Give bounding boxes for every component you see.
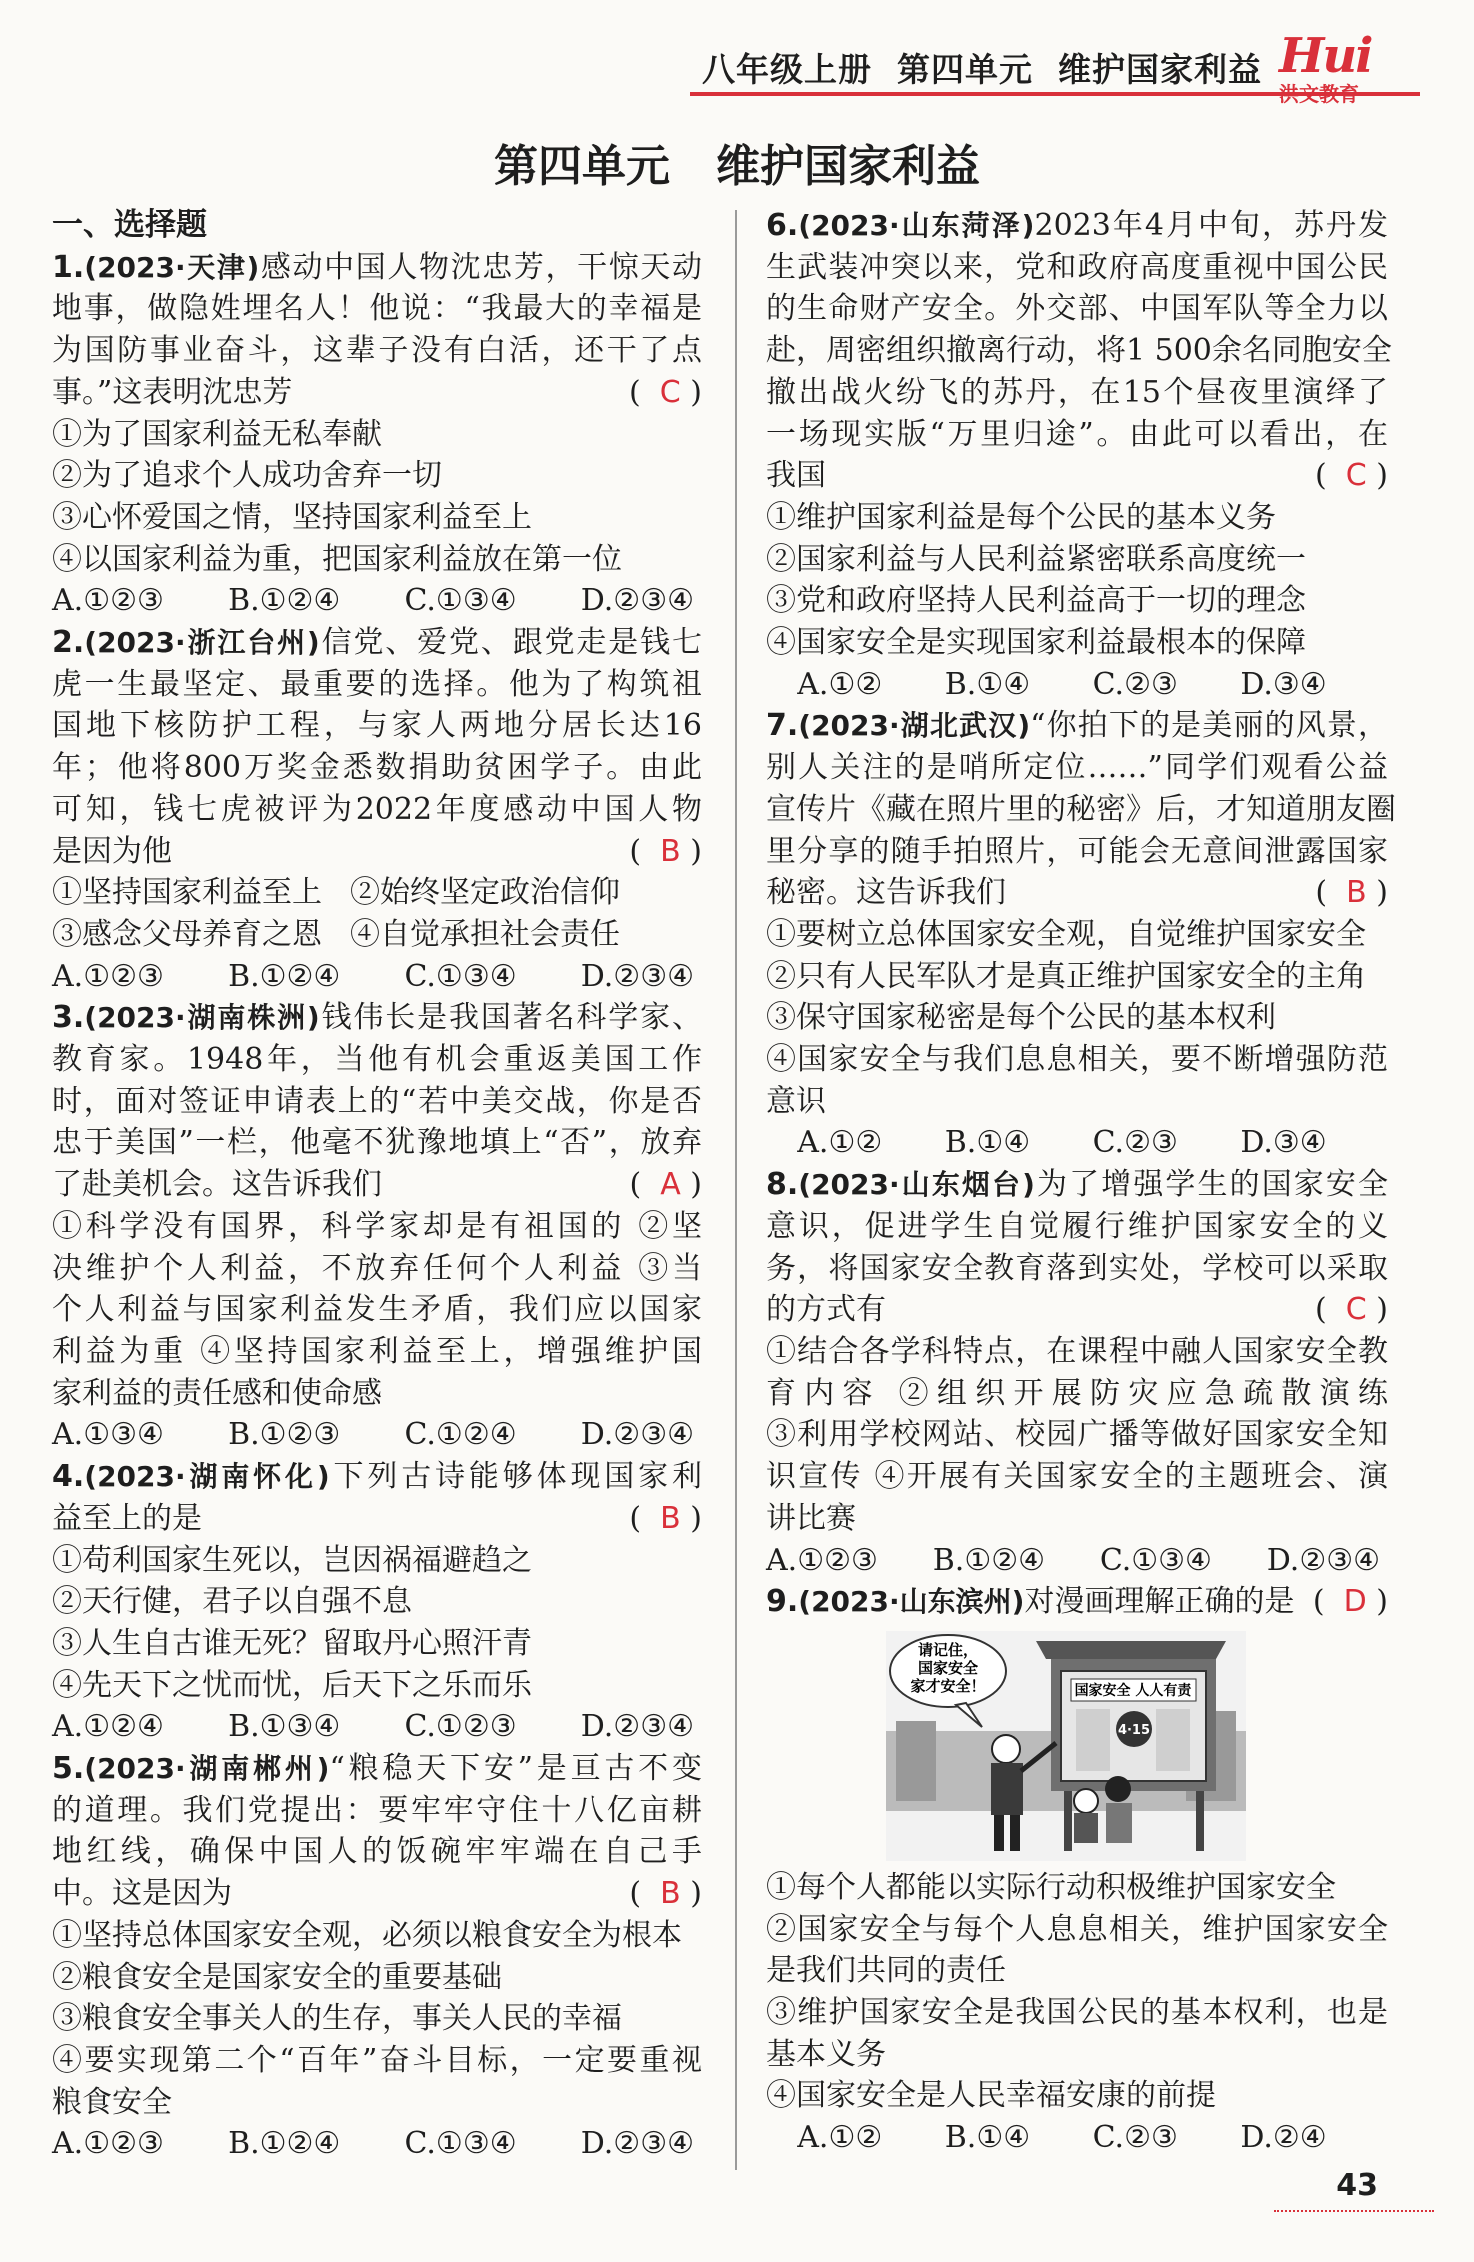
question-stem-end-text	[766, 1581, 1294, 1623]
question-number-dot: .	[786, 708, 799, 744]
option-statement: ④以国家利益为重，把国家利益放在第一位	[52, 541, 622, 577]
option-statement: ④国家安全是人民幸福安康的前提	[766, 2078, 1216, 2114]
question-stem-line: 的道理。我们党提出：要牢牢守住十八亿亩耕	[52, 1792, 702, 1828]
answer-choice: A.①②③	[766, 1542, 878, 1578]
question-stem-line: 生武装冲突以来，党和政府高度重视中国公民	[766, 249, 1388, 285]
question-stem-last: 秘密。这告诉我们	[766, 875, 1006, 911]
option-statement: ②为了追求个人成功舍弃一切	[52, 458, 442, 494]
cartoon-illustration	[886, 1631, 1246, 1861]
question-stem-end	[52, 1873, 702, 1915]
question-stem-end-text	[52, 372, 292, 414]
question-source: (2023·湖北武汉)	[798, 709, 1031, 743]
right-column	[766, 205, 1396, 2159]
question-source: (2023·湖南株洲)	[84, 1001, 320, 1035]
option-statement: ①要树立总体国家安全观，自觉维护国家安全	[766, 916, 1366, 952]
question-stem-line: 务，将国家安全教育落到实处，学校可以采取	[766, 1250, 1388, 1286]
question-6	[766, 205, 1392, 705]
question-stem-line: 可知，钱七虎被评为2022年度感动中国人物	[52, 791, 702, 827]
answer-choice: C.①③④	[404, 2126, 517, 2162]
question-stem-line: 虎一生最坚定、最重要的选择。他为了构筑祖	[52, 666, 702, 702]
board-title: 国家安全 人人有责	[1074, 1682, 1192, 1699]
option-statement-line: 识宣传 ④开展有关国家安全的主题班会、演	[766, 1459, 1388, 1495]
option-statement: ①为了国家利益无私奉献	[52, 416, 382, 452]
question-1	[52, 247, 702, 622]
question-stem-line	[52, 997, 702, 1039]
logo-text: 洪文教育	[1279, 82, 1359, 106]
option-statement-line: ④国家安全与我们息息相关，要不断增强防范	[766, 1042, 1388, 1078]
question-stem-line	[766, 205, 1388, 247]
question-stem-end-text	[52, 1873, 232, 1915]
question-number: 7	[766, 708, 787, 744]
option-statement-line: 讲比赛	[766, 1500, 856, 1536]
answer-choice: D.②③④	[580, 2126, 694, 2162]
question-stem-last: 了赴美机会。这告诉我们	[52, 1167, 382, 1203]
answer-choices	[766, 1122, 1388, 1164]
answer-choice: C.②③	[1092, 1125, 1178, 1161]
question-number: 9	[766, 1584, 787, 1620]
answer-choice: D.②③④	[580, 583, 694, 619]
question-number-dot: .	[72, 1000, 85, 1036]
publisher-logo	[1275, 28, 1393, 106]
left-column	[52, 205, 702, 2165]
answer-choice: A.①②③	[52, 583, 164, 619]
question-stem-line: 忠于美国”一栏，他毫不犹豫地填上“否”，放弃	[52, 1125, 702, 1161]
question-8	[766, 1164, 1388, 1581]
option-statement-line: 基本义务	[766, 2036, 886, 2072]
answer-bracket: ( B )	[629, 833, 702, 869]
question-number-dot: .	[72, 625, 85, 661]
question-stem-text: 信党、爱党、跟党走是钱七	[319, 625, 703, 661]
option-statement-line: ①结合各学科特点，在课程中融人国家安全教	[766, 1333, 1388, 1369]
question-stem-line: 意识，促进学生自觉履行维护国家安全的义	[766, 1208, 1388, 1244]
answer-choice: A.①②③	[52, 958, 164, 994]
question-stem-end	[52, 1164, 702, 1206]
answer-choice: C.②③	[1092, 2120, 1178, 2156]
question-source: (2023·山东烟台)	[798, 1168, 1035, 1202]
question-source: (2023·浙江台州)	[84, 626, 320, 660]
option-statement: ①坚持总体国家安全观，必须以粮食安全为根本	[52, 1917, 682, 1953]
option-statement-row	[52, 872, 702, 914]
option-statement: ③粮食安全事关人的生存，事关人民的幸福	[52, 2001, 622, 2037]
answer-bracket: ( C )	[1315, 1292, 1388, 1328]
option-statement: ④先天下之忧而忧，后天下之乐而乐	[52, 1667, 532, 1703]
question-stem-line: 为国防事业奋斗，这辈子没有白活，还干了点	[52, 333, 702, 369]
question-stem-end	[766, 1581, 1388, 1623]
option-statement: ④国家安全是实现国家利益最根本的保障	[766, 625, 1306, 661]
question-number: 4	[52, 1459, 73, 1495]
question-stem-text: 下列古诗能够体现国家利	[329, 1459, 703, 1495]
question-stem-end-text	[766, 455, 826, 497]
option-statement: ③人生自古谁无死？留取丹心照汗青	[52, 1625, 532, 1661]
question-stem-line: 里分享的随手拍照片，可能会无意间泄露国家	[766, 833, 1388, 869]
option-statement-line: ①科学没有国界，科学家却是有祖国的 ②坚	[52, 1208, 702, 1244]
option-statement: ④自觉承担社会责任	[350, 916, 620, 952]
question-stem-text: 2023年4月中旬，苏丹发	[1034, 208, 1388, 243]
question-number: 8	[766, 1167, 787, 1203]
answer-choices	[52, 580, 702, 622]
question-stem-text: 钱伟长是我国著名科学家、	[319, 1000, 703, 1036]
section-title: 一、选择题	[52, 207, 207, 243]
question-number-dot: .	[72, 1751, 85, 1787]
question-stem-last: 对漫画理解正确的是	[1024, 1584, 1295, 1620]
option-statement: ①每个人都能以实际行动积极维护国家安全	[766, 1869, 1336, 1905]
answer-letter: B	[660, 1876, 681, 1912]
answer-letter: B	[660, 1500, 681, 1536]
answer-choices	[52, 1414, 702, 1456]
option-statement-line: ③维护国家安全是我国公民的基本权利，也是	[766, 1995, 1388, 2031]
answer-choice: A.①②	[797, 2120, 883, 2156]
question-number-dot: .	[786, 1167, 799, 1203]
logo-mark: Hui	[1279, 28, 1372, 84]
question-number: 6	[766, 208, 787, 243]
option-statement-line: 育内容 ②组织开展防灾应急疏散演练	[766, 1375, 1388, 1411]
answer-choices	[766, 1540, 1388, 1582]
answer-bracket: ( B )	[629, 1500, 702, 1536]
question-number-dot: .	[72, 249, 85, 285]
option-statement: ③感念父母养育之恩	[52, 916, 322, 952]
answer-choice: B.①④	[944, 666, 1031, 702]
question-9	[766, 1581, 1388, 2159]
question-stem-end	[52, 372, 702, 414]
option-statement-line: 利益为重 ④坚持国家利益至上，增强维护国	[52, 1333, 702, 1369]
answer-bracket: ( D )	[1312, 1584, 1388, 1620]
answer-choice: A.①②④	[52, 1709, 164, 1745]
question-stem-line: 年；他将800万奖金悉数捐助贫困学子。由此	[52, 750, 702, 786]
option-statement-line: 意识	[766, 1083, 826, 1119]
option-statement-line: ③利用学校网站、校园广播等做好国家安全知	[766, 1417, 1388, 1453]
answer-letter: D	[1343, 1584, 1367, 1620]
question-stem-end-text	[52, 1164, 382, 1206]
question-stem-end-text	[52, 831, 172, 873]
option-statement: ①坚持国家利益至上	[52, 875, 322, 911]
question-stem-last: 的方式有	[766, 1292, 886, 1328]
answer-choice: C.①②③	[404, 1709, 517, 1745]
question-stem-line	[766, 705, 1388, 747]
question-stem-text: 为了增强学生的国家安全	[1034, 1167, 1389, 1203]
option-statement-line: 家利益的责任感和使命感	[52, 1375, 382, 1411]
answer-choices	[766, 664, 1388, 706]
question-5	[52, 1748, 702, 2165]
question-stem-line: 赴，周密组织撤离行动，将1 500余名同胞安全	[766, 333, 1392, 369]
page-number: 43	[1336, 2168, 1378, 2203]
board-date: 4·15	[1117, 1722, 1151, 1738]
answer-choice: B.①④	[944, 1125, 1031, 1161]
option-statement: ①苟利国家生死以，岂因祸福避趋之	[52, 1542, 532, 1578]
question-list-right	[766, 205, 1396, 2159]
option-statement: ②只有人民军队才是真正维护国家安全的主角	[766, 958, 1366, 994]
question-number: 2	[52, 625, 73, 661]
answer-letter: B	[660, 833, 681, 869]
question-stem-text: “粮稳天下安”是亘古不变	[329, 1751, 702, 1787]
question-stem-line	[766, 1164, 1388, 1206]
option-statement: ②国家利益与人民利益紧密联系高度统一	[766, 541, 1306, 577]
question-stem-end	[766, 872, 1388, 914]
question-stem-last: 事。”这表明沈忠芳	[52, 374, 293, 410]
option-statement-line: 粮食安全	[52, 2084, 172, 2120]
question-stem-line: 宣传片《藏在照片里的秘密》后，才知道朋友圈	[766, 791, 1396, 827]
question-stem-text: 感动中国人物沈忠芳，干惊天动	[259, 249, 702, 285]
question-source: (2023·湖南怀化)	[84, 1460, 330, 1494]
question-stem-line: 别人关注的是哨所定位……”同学们观看公益	[766, 750, 1388, 786]
question-number-dot: .	[786, 1584, 799, 1620]
option-statement-line: ④要实现第二个“百年”奋斗目标，一定要重视	[52, 2042, 702, 2078]
question-stem-line	[52, 247, 702, 289]
answer-choice: B.①③④	[228, 1709, 341, 1745]
question-stem-line: 国地下核防护工程，与家人两地分居长达16	[52, 708, 702, 744]
question-stem-end	[766, 455, 1388, 497]
answer-letter: A	[660, 1167, 681, 1203]
answer-choice: D.②③④	[580, 1709, 694, 1745]
answer-choices	[52, 2123, 702, 2165]
answer-choice: A.①②	[797, 1125, 883, 1161]
question-stem-last: 益至上的是	[52, 1500, 202, 1536]
option-statement: ②天行健，君子以自强不息	[52, 1584, 412, 1620]
option-statement: ②始终坚定政治信仰	[350, 875, 620, 911]
question-source: (2023·湖南郴州)	[84, 1752, 330, 1786]
option-statement-line: 决维护个人利益，不放弃任何个人利益 ③当	[52, 1250, 702, 1286]
answer-bracket: ( C )	[1315, 458, 1388, 494]
question-stem-last: 中。这是因为	[52, 1876, 232, 1912]
answer-choice: C.①②④	[404, 1417, 517, 1453]
question-stem-end	[52, 1498, 702, 1540]
answer-choice: C.①③④	[404, 958, 517, 994]
answer-choice: D.②③④	[580, 1417, 694, 1453]
question-stem-line: 时，面对签证申请表上的“若中美交战，你是否	[52, 1083, 702, 1119]
option-statement: ③党和政府坚持人民利益高于一切的理念	[766, 583, 1306, 619]
answer-bracket: ( A )	[629, 1167, 702, 1203]
answer-choice: C.②③	[1092, 666, 1178, 702]
option-statement: ①维护国家利益是每个公民的基本义务	[766, 499, 1276, 535]
option-statement-row	[52, 914, 702, 956]
answer-bracket: ( C )	[629, 374, 702, 410]
answer-choices	[52, 1706, 702, 1748]
question-stem-line: 一场现实版“万里归途”。由此可以看出，在	[766, 416, 1388, 452]
page-number-rule	[1274, 2210, 1434, 2212]
column-divider	[735, 210, 737, 2170]
question-stem-line: 的生命财产安全。外交部、中国军队等全力以	[766, 291, 1388, 327]
option-statement: ③心怀爱国之情，坚持国家利益至上	[52, 499, 532, 535]
answer-choices	[52, 956, 702, 998]
question-stem-end-text	[766, 1289, 886, 1331]
answer-letter: B	[1346, 875, 1367, 911]
question-stem-text: “你拍下的是美丽的风景，	[1030, 708, 1388, 744]
option-statement: ②粮食安全是国家安全的重要基础	[52, 1959, 502, 1995]
answer-choice: B.①④	[944, 2120, 1031, 2156]
answer-choice: C.①③④	[1099, 1542, 1212, 1578]
answer-choice: D.②④	[1240, 2120, 1327, 2156]
answer-choice: A.①③④	[52, 1417, 164, 1453]
answer-letter: C	[1345, 1292, 1367, 1328]
question-stem-end-text	[766, 872, 1006, 914]
question-number: 1	[52, 249, 73, 285]
option-statement-line: 是我们共同的责任	[766, 1953, 1006, 1989]
question-number: 3	[52, 1000, 73, 1036]
answer-choice: B.①②③	[228, 1417, 341, 1453]
answer-choice: B.①②④	[228, 583, 341, 619]
question-source: (2023·山东菏泽)	[798, 209, 1035, 242]
question-list-left	[52, 247, 702, 2165]
option-statement: ③保守国家秘密是每个公民的基本权利	[766, 1000, 1276, 1036]
question-stem-end-text	[52, 1498, 202, 1540]
question-3	[52, 997, 702, 1456]
question-stem-line: 撤出战火纷飞的苏丹，在15个昼夜里演绎了	[766, 374, 1388, 410]
answer-choice: B.①②④	[228, 2126, 341, 2162]
question-number: 5	[52, 1751, 73, 1787]
question-stem-line: 地红线，确保中国人的饭碗牢牢端在自己手	[52, 1834, 702, 1870]
answer-choice: D.②③④	[580, 958, 694, 994]
question-stem-end	[52, 831, 702, 873]
question-stem-line	[52, 1456, 702, 1498]
question-stem-line: 教育家。1948年，当他有机会重返美国工作	[52, 1042, 702, 1078]
answer-choice: B.①②④	[932, 1542, 1045, 1578]
option-statement-line: 个人利益与国家利益发生矛盾，我们应以国家	[52, 1292, 702, 1328]
answer-choice: B.①②④	[228, 958, 341, 994]
answer-letter: C	[659, 374, 681, 410]
answer-bracket: ( B )	[629, 1876, 702, 1912]
answer-letter: C	[1345, 458, 1367, 494]
question-stem-last: 是因为他	[52, 833, 172, 869]
option-statement-line: ②国家安全与每个人息息相关，维护国家安全	[766, 1911, 1388, 1947]
speech-bubble-line: 国家安全	[917, 1658, 979, 1677]
question-number-dot: .	[72, 1459, 85, 1495]
answer-choices	[766, 2117, 1388, 2159]
question-stem-line: 地事，做隐姓埋名人！他说：“我最大的幸福是	[52, 291, 702, 327]
speech-bubble-line: 请记住，	[917, 1640, 979, 1659]
question-stem-end	[766, 1289, 1388, 1331]
answer-choice: D.②③④	[1266, 1542, 1380, 1578]
question-7	[766, 705, 1396, 1164]
answer-bracket: ( B )	[1315, 875, 1388, 911]
question-number-dot: .	[786, 208, 799, 243]
question-source: (2023·天津)	[84, 250, 260, 284]
answer-choice: C.①③④	[404, 583, 517, 619]
running-header: 八年级上册 第四单元 维护国家利益	[702, 50, 1262, 89]
unit-title: 第四单元 维护国家利益	[494, 141, 980, 192]
answer-choice: A.①②	[797, 666, 883, 702]
question-stem-line	[52, 1748, 702, 1790]
question-stem-line	[52, 622, 702, 664]
question-4	[52, 1456, 702, 1748]
answer-choice: D.③④	[1240, 666, 1327, 702]
question-2	[52, 622, 702, 997]
question-stem-last: 我国	[766, 458, 826, 494]
question-source: (2023·山东滨州)	[798, 1585, 1025, 1619]
answer-choice: D.③④	[1240, 1125, 1327, 1161]
answer-choice: A.①②③	[52, 2126, 164, 2162]
speech-bubble-line: 家才安全！	[910, 1676, 986, 1695]
